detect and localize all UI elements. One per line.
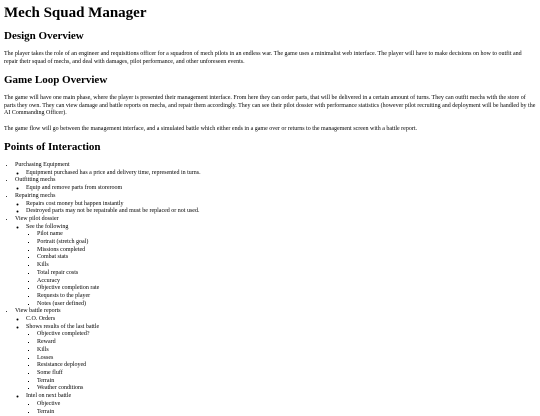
game-loop-paragraph-1: The game will have one main phase, where the player is presented their management interface. From here they can order parts, that will be delivered in a certain amount of turns. They can outfit mechs with the store of parts they own. They can view damage and battle reports on mechs, and repair them accordingly. They can see their pilot dossier with performance statistics (however pilot recruiting and deployment will be handled by the AI Commanding Officer). xyxy=(4,95,536,118)
list-item: ▪ Pilot name xyxy=(37,231,536,239)
list-item xyxy=(15,177,536,192)
list-item: ▪ Weather conditions xyxy=(37,385,536,393)
list-item: ◦ Equipment purchased has a price and delivery time, represented in turns. xyxy=(26,170,536,178)
list-item xyxy=(15,308,536,416)
list-item: ▪ Requests to the player xyxy=(37,293,536,301)
list-item: ▪ Portrait (stretch goal) xyxy=(37,239,536,247)
list-item: ▪ Objective completion rate xyxy=(37,285,536,293)
intel-label: Intel on next battle xyxy=(26,393,71,399)
list-item: ▪ Total repair costs xyxy=(37,270,536,278)
sub-list xyxy=(15,185,536,193)
page-title: Mech Squad Manager xyxy=(4,4,536,22)
list-item: ◦ Destroyed parts may not be repairable and must be replaced or not used. xyxy=(26,208,536,216)
list-item xyxy=(15,193,536,216)
dossier-label: View pilot dossier xyxy=(15,216,59,222)
list-item: ▪ Kills xyxy=(37,262,536,270)
list-item: ▪ Missions completed xyxy=(37,247,536,255)
list-item: ▪ Combat stats xyxy=(37,254,536,262)
sub-list xyxy=(15,224,536,309)
sub-list xyxy=(15,170,536,178)
game-loop-heading: Game Loop Overview xyxy=(4,74,536,87)
list-item: ▪ Accuracy xyxy=(37,278,536,286)
list-item: ▪ Reward xyxy=(37,339,536,347)
sub-sub-list xyxy=(26,231,536,308)
points-list xyxy=(4,162,536,416)
repairing-label: Repairing mechs xyxy=(15,193,56,199)
list-item xyxy=(15,216,536,308)
list-item: ▪ Terrain xyxy=(37,409,536,416)
list-item: ▪ Kills xyxy=(37,347,536,355)
list-item xyxy=(26,324,536,393)
sub-list xyxy=(15,316,536,416)
list-item: ▪ Notes (user defined) xyxy=(37,301,536,309)
purchasing-label: Purchasing Equipment xyxy=(15,162,70,168)
list-item: ▪ Terrain xyxy=(37,378,536,386)
list-item: ◦ C.O. Orders xyxy=(26,316,536,324)
list-item xyxy=(15,162,536,177)
list-item: ▪ Objective completed? xyxy=(37,331,536,339)
design-overview-heading: Design Overview xyxy=(4,30,536,43)
game-loop-paragraph-2: The game flow will go between the management interface, and a simulated battle which either ends in a game over or returns to the management screen with a battle report. xyxy=(4,126,536,134)
points-of-interaction-heading: Points of Interaction xyxy=(4,141,536,154)
reports-label: View battle reports xyxy=(15,308,61,314)
list-item: ▪ Some fluff xyxy=(37,370,536,378)
list-item: ▪ Resistance deployed xyxy=(37,362,536,370)
list-item: ▪ Objective xyxy=(37,401,536,409)
results-label: Shows results of the last battle xyxy=(26,324,99,330)
sub-sub-list xyxy=(26,331,536,393)
sub-list xyxy=(15,201,536,216)
list-item: ◦ Equip and remove parts from storeroom xyxy=(26,185,536,193)
dossier-see-label: See the following xyxy=(26,224,68,230)
list-item: ▪ Losses xyxy=(37,355,536,363)
outfitting-label: Outfitting mechs xyxy=(15,177,56,183)
list-item: ◦ Repairs cost money but happen instantly xyxy=(26,201,536,209)
design-overview-text: The player takes the role of an engineer and requisitions officer for a squadron of mech pilots in an endless war. The game uses a minimalist web interface. The player will have to make decisions on how to outfit and repair their squad of mechs, and deal with damages, pilot performance, and other unforeseen events. xyxy=(4,51,536,66)
sub-sub-list xyxy=(26,401,536,416)
list-item xyxy=(26,224,536,309)
